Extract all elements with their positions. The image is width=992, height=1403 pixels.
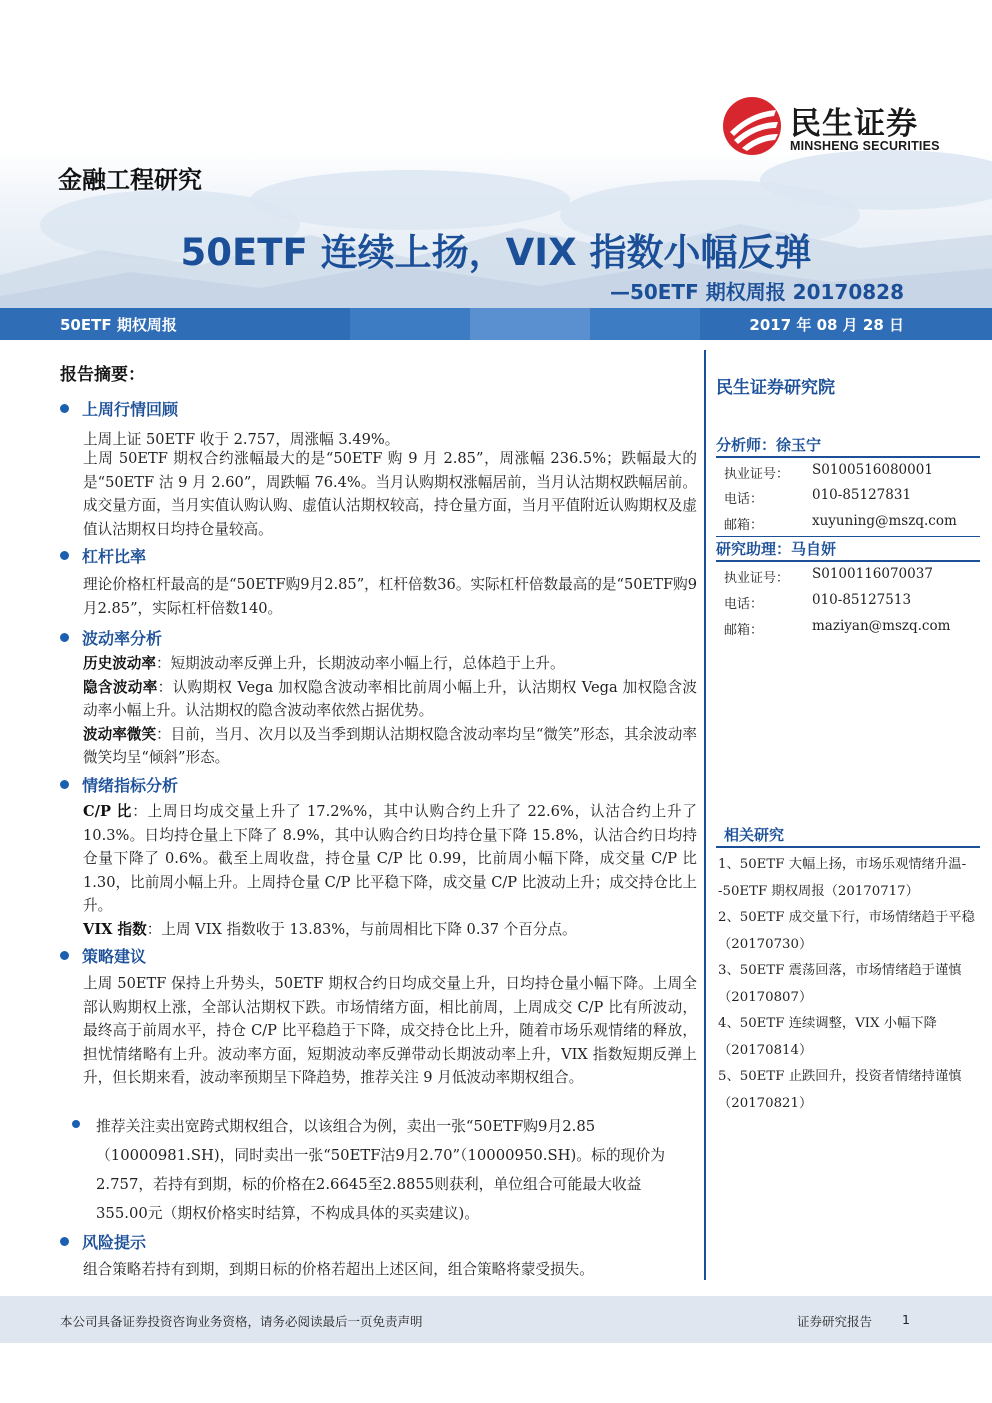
report-subtitle: —50ETF 期权周报 20170828 <box>609 280 904 304</box>
related-research-item[interactable]: 5、50ETF 止跌回升，投资者情绪持谨慎（20170821） <box>718 1069 962 1111</box>
section-heading-risk: 风险提示 <box>60 1230 146 1253</box>
bullet-dot-icon <box>72 1120 80 1128</box>
market-review-text-2: 上周 50ETF 期权合约涨幅最大的是“50ETF 购 9 月 2.85”，周涨幅 236.5%；跌幅最大的是“50ETF 沽 9 月 2.60”，周跌幅 76.4%。当月认购期权涨幅居前，当月认沽期权跌幅居前。成交量方面，当月实值认购认购、虚值认沽期权较高，持仓量方面，当月平值附近认购期权及虚值认沽期权日均持仓量较高。 <box>83 450 697 538</box>
sentiment-text: C/P 比：上周日均成交量上升了 17.2%%，其中认购合约上升了 22.6%，认沽合约上升了 10.3%。日均持仓量上下降了 8.9%，其中认购合约日均持仓量下降 15.8%，认沽合约日均持仓量下降了 0.6%。截至上周收盘，持仓量 C/P 比 0.99，比前周小幅下降，成交量 C/P 比 1.30，比前周小幅上升。上周持仓量 C/P 比平稳下降，成交量 C/P 比波动上升；成交持仓比上升。 VIX 指数：上周 VIX 指数收于 13.83%，与前周相比下降 0.37 个百分点。 <box>83 803 697 938</box>
analyst-cert-number: S0100516080001 <box>812 462 933 478</box>
report-info-bar <box>0 308 992 340</box>
related-research-item[interactable]: 2、50ETF 成交量下行，市场情绪趋于平稳（20170730） <box>718 910 975 952</box>
label-cp-ratio: C/P 比 <box>83 803 133 820</box>
report-series-label: 50ETF 期权周报 <box>60 316 177 334</box>
recommendation-text: 推荐关注卖出宽跨式期权组合，以该组合为例，卖出一张“50ETF购9月2.85（10000981.SH)，同时卖出一张“50ETF沽9月2.70”（10000950.SH)。标的现价为2.757，若持有到期，标的价格在2.6645至2.8855则获利，单位组合可能最大收益355.00元（期权价格实时结算，不构成具体的买卖建议)。 <box>96 1118 666 1222</box>
section-heading-sentiment: 情绪指标分析 <box>60 773 178 796</box>
analyst-tel: 010-85127831 <box>812 487 912 503</box>
related-research-heading: 相关研究 <box>724 826 785 844</box>
assistant-email[interactable]: maziyan@mszq.com <box>812 618 951 634</box>
report-header <box>0 0 992 308</box>
assistant-mail-label: 邮箱： <box>724 623 764 638</box>
analyst-heading: 分析师：徐玉宁 <box>716 436 822 454</box>
footer-report-type: 证券研究报告 <box>796 1314 872 1329</box>
risk-text: 组合策略若持有到期，到期日标的价格若超出上述区间，组合策略将蒙受损失。 <box>83 1261 594 1278</box>
leverage-text: 理论价格杠杆最高的是“50ETF购9月2.85”，杠杆倍数36。实际杠杆倍数最高的是“50ETF购9月2.85”，实际杠杆倍数140。 <box>83 576 697 617</box>
label-volatility-smile: 波动率微笑 <box>83 725 157 743</box>
market-review-text-1: 上周上证 50ETF 收于 2.757，周涨幅 3.49%。 <box>83 431 400 448</box>
assistant-cert-number: S0100116070037 <box>812 566 933 582</box>
assistant-tel-label: 电话： <box>724 597 764 612</box>
divider-line <box>716 456 980 458</box>
label-vix-index: VIX 指数 <box>83 920 147 938</box>
divider-line <box>716 846 980 848</box>
related-research-item[interactable]: 3、50ETF 震荡回落，市场情绪趋于谨慎（20170807） <box>718 963 962 1005</box>
assistant-cert-label: 执业证号： <box>724 571 790 586</box>
report-title: 50ETF 连续上扬，VIX 指数小幅反弹 <box>180 231 812 274</box>
footer-disclaimer: 本公司具备证券投资咨询业务资格，请务必阅读最后一页免责声明 <box>60 1314 423 1329</box>
analyst-tel-label: 电话： <box>724 492 764 507</box>
label-implied-volatility: 隐含波动率 <box>83 678 158 696</box>
bullet-dot-icon <box>60 951 69 960</box>
related-research-list <box>718 852 980 1117</box>
analyst-cert-label: 执业证号： <box>724 467 790 482</box>
page-number: 1 <box>902 1312 910 1327</box>
divider-line <box>716 560 980 562</box>
summary-column <box>0 340 705 1285</box>
logo-text-cn: 民生证券 <box>790 106 918 142</box>
logo-text-en: MINSHENG SECURITIES <box>790 139 940 153</box>
volatility-text: 历史波动率：短期波动率反弹上升，长期波动率小幅上行，总体趋于上升。 隐含波动率：认购期权 Vega 加权隐含波动率相比前周小幅上升，认沽期权 Vega 加权隐含波动率小幅上升。认沽期权的隐含波动率依然占据优势。 波动率微笑：目前，当月、次月以及当季到期认沽期权隐含波动率均呈“微笑”形态，其余波动率微笑均呈“倾斜”形态。 <box>83 655 697 766</box>
section-heading-volatility: 波动率分析 <box>60 626 162 649</box>
bullet-dot-icon <box>60 780 69 789</box>
section-heading-strategy: 策略建议 <box>60 944 146 967</box>
summary-title: 报告摘要： <box>60 365 145 385</box>
bullet-dot-icon <box>60 551 69 560</box>
page-footer <box>0 1296 992 1343</box>
related-research-item[interactable]: 1、50ETF 大幅上扬，市场乐观情绪升温--50ETF 期权周报（20170717） <box>718 857 967 899</box>
divider-line <box>716 536 980 537</box>
report-category: 金融工程研究 <box>58 166 202 194</box>
label-historical-volatility: 历史波动率 <box>83 655 156 672</box>
column-divider <box>704 350 706 1280</box>
related-research-item[interactable]: 4、50ETF 连续调整，VIX 小幅下降（20170814） <box>718 1016 937 1058</box>
minsheng-logo-icon <box>722 96 782 156</box>
company-logo <box>722 96 952 158</box>
bullet-dot-icon <box>60 1237 69 1246</box>
bullet-dot-icon <box>60 633 69 642</box>
section-heading-market-review: 上周行情回顾 <box>60 397 178 420</box>
assistant-tel: 010-85127513 <box>812 592 912 608</box>
analyst-mail-label: 邮箱： <box>724 518 764 533</box>
strategy-text: 上周 50ETF 保持上升势头，50ETF 期权合约日均成交量上升，日均持仓量小幅下降。上周全部认购期权上涨，全部认沽期权下跌。市场情绪方面，相比前周，上周成交 C/P 比有所波动，最终高于前周水平，持仓 C/P 比平稳趋于下降，成交持仓比上升，随着市场乐观情绪的释放，担忧情绪略有上升。波动率方面，短期波动率反弹带动长期波动率上升，VIX 指数短期反弹上升，但长期来看，波动率预期呈下降趋势，推荐关注 9 月低波动率期权组合。 <box>83 975 697 1086</box>
assistant-heading: 研究助理：马自妍 <box>716 540 837 558</box>
analyst-email[interactable]: xuyuning@mszq.com <box>812 513 957 529</box>
institute-name: 民生证券研究院 <box>716 378 835 398</box>
section-heading-leverage: 杠杆比率 <box>60 544 146 567</box>
report-date: 2017 年 08 月 28 日 <box>749 316 904 334</box>
bullet-dot-icon <box>60 404 69 413</box>
